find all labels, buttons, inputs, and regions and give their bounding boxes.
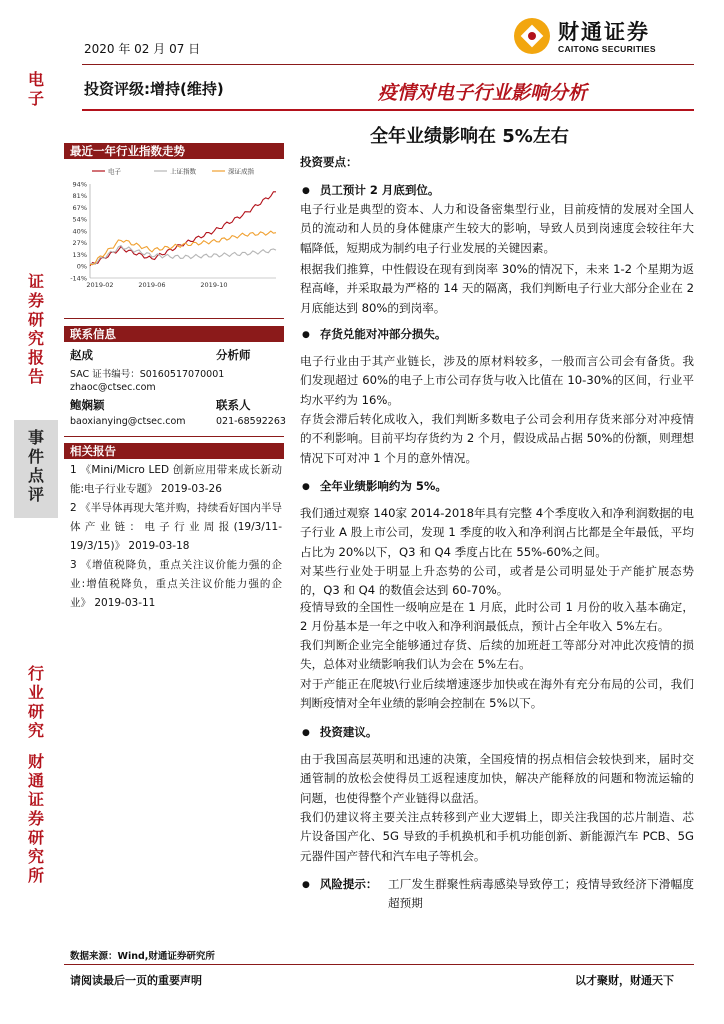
y-tick-label: 81% [72,191,87,200]
contact-email[interactable]: baoxianying@ctsec.com [70,416,186,427]
legend-label: 深证成指 [228,167,254,176]
section-staff-para-1: 电子行业是典型的资本、人力和设备密集型行业，目前疫情的发展对全国人员的流动和人员的身体健康产生较大的影响，导致人员到岗速度会较往年大幅降低，短期成为制约电子行业发展的关键因素。 [300,202,694,255]
report-date: 2020 年 02 月 07 日 [84,42,201,56]
section-inventory-para-1: 电子行业由于其产业链长，涉及的原材料较多，一般而言公司会有备货。我们发现超过 60%的电子上市公司存货与收入比值在 10-30%的区间，行业平均水平约为 16%。 [300,354,694,407]
y-tick-label: 67% [72,204,87,212]
chart-heading: 最近一年行业指数走势 [64,143,284,159]
y-tick-label: 27% [72,238,87,247]
logo-icon [512,16,552,56]
footer-slogan: 以才聚财，财通天下 [575,974,674,987]
index-chart [64,164,284,294]
analyst-email[interactable]: zhaoc@ctsec.com [70,382,156,393]
section-inventory-para-2: 存货会滞后转化成收入，我们判断多数电子公司会利用存货来部分对冲疫情的不利影响。目前平均存货约为 2 个月，假设成品占据 50%的份额，则理想情况下可对冲 1 个月的意外情况。 [300,412,694,465]
legend-label: 电子 [108,167,121,176]
contact-divider [64,436,284,437]
contact-heading: 联系信息 [64,326,284,342]
section-impact-para-2: 对某些行业处于明显上升态势的公司，或者是公司明显处于产能扩展态势的，Q3 和 Q4 的数值会达到 60-70%。 [300,564,694,598]
contact-name: 鲍娴颖 [70,398,105,412]
section-impact-para-3: 疫情导致的全国性一级响应是在 1 月底，此时公司 1 月份的收入基本确定，2 月份基本是一年之中收入和净利润最低点，预计占全年收入 5%左右。 [300,600,694,634]
chart-divider [64,318,284,319]
title-divider [82,109,694,111]
y-tick-label: 40% [72,227,87,236]
related-heading: 相关报告 [64,443,284,459]
y-tick-label: 54% [72,215,87,224]
report-title: 疫情对电子行业影响分析 [378,82,588,104]
legend-label: 上证指数 [170,167,196,176]
section-advice-para-1: 由于我国高层英明和迅速的决策，全国疫情的拐点相信会较快到来，届时交通管制的放松会使得员工返程速度加快，解决产能释放的问题和物流运输的问题，也使得整个产业链得以盘活。 [300,752,694,805]
related-report-1[interactable]: 1 《Mini/Micro LED 创新应用带来成长新动能:电子行业专题》 2019-03-26 [70,464,282,495]
x-tick-label: 2019-10 [200,281,228,289]
section-advice-title: ● 投资建议。 [302,724,377,740]
section-inventory-title: ● 存货兑能对冲部分损失。 [302,326,446,342]
report-subtitle: 全年业绩影响在 5%左右 [370,126,569,147]
y-tick-label: 13% [72,251,87,259]
data-source: 数据来源：Wind,财通证券研究所 [70,951,215,962]
section-impact-para-4: 我们判断企业完全能够通过存货、后续的加班赶工等部分对冲此次疫情的损失，总体对业绩影响我们认为会在 5%左右。 [300,638,694,672]
footer-divider [64,964,694,965]
section-advice-para-2: 我们仍建议将主要关注点转移到产业大逻辑上，即关注我国的芯片制造、芯片设备国产化、5G 导致的手机换机和手机功能创新、新能源汽车 PCB、5G 元器件国产替代和汽车电子等机会。 [300,810,694,863]
risk-label: ● 风险提示： [302,876,377,892]
analyst-role: 分析师 [216,348,251,362]
sidebar-report-type: 证 券 研 究 报 告 [27,272,44,386]
analyst-name: 赵成 [70,348,93,362]
sidebar-sector: 电 子 [27,70,44,108]
investment-rating: 投资评级:增持(维持) [84,80,224,98]
section-staff-para-2: 根据我们推算，中性假设在现有到岗率 30%的情况下，未来 1-2 个星期为返程高峰，并采取最为严格的 14 天的隔离，我们判断电子行业大部分企业在 2 月底能达到 80%的到岗率。 [300,262,694,315]
section-staff-title: ● 员工预计 2 月底到位。 [302,182,439,198]
sidebar-institute: 财 通 证 券 研 究 所 [27,752,44,885]
section-impact-para-1: 我们通过观察 140家 2014-2018年具有完整 4个季度收入和净利润数据的电子行业 A 股上市公司，发现 1 季度的收入和净利润占比都是全年最低，平均占比为 20%以下，Q3 和 Q4 季度占比在 55%-60%之间。 [300,506,694,559]
related-report-2[interactable]: 2 《半导体再现大笔并购，持续看好国内半导体产业链：电子行业周报(19/3/11-19/3/15)》 2019-03-18 [70,502,282,552]
footer-disclaimer[interactable]: 请阅读最后一页的重要声明 [70,974,202,987]
contact-phone: 021-68592263 [216,416,286,427]
y-tick-label: 0% [76,262,87,271]
sidebar-event: 事 件 点 评 [27,428,44,504]
contact-role: 联系人 [216,398,251,412]
key-points-heading: 投资要点： [300,155,358,169]
series-line-2 [90,246,276,265]
company-logo [512,14,692,64]
logo-text-cn: 财通证券 [558,20,650,44]
sidebar-industry: 行 业 研 究 [27,664,44,740]
header-divider [82,64,694,65]
x-tick-label: 2019-06 [138,281,166,289]
x-tick-label: 2019-02 [86,281,114,289]
section-impact-para-5: 对于产能正在爬坡\行业后续增速逐步加快或在海外有充分布局的公司，我们判断疫情对全年业绩的影响会控制在 5%以下。 [300,677,694,711]
logo-text-en: CAITONG SECURITIES [558,44,656,54]
y-tick-label: -14% [70,274,87,283]
y-tick-label: 94% [72,180,87,189]
sac-number: SAC 证书编号：S0160517070001 [70,369,225,380]
section-impact-title: ● 全年业绩影响约为 5%。 [302,478,447,494]
risk-text: 工厂发生群聚性病毒感染导致停工；疫情导致经济下滑幅度超预期 [388,877,694,911]
related-report-3[interactable]: 3 《增值税降负，重点关注议价能力强的企业:增值税降负，重点关注议价能力强的企业》 2019-03-11 [70,559,282,609]
